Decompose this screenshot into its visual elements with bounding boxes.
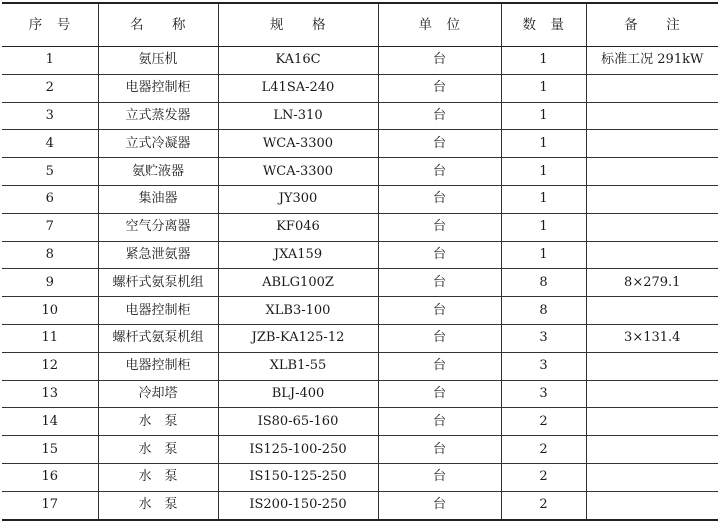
cell-qty: 2: [501, 408, 586, 436]
table-row: [2, 324, 718, 352]
cell-unit: 台: [378, 436, 501, 464]
cell-no: 3: [2, 102, 98, 130]
cell-spec: IS150-125-250: [218, 463, 378, 491]
cell-note: [586, 352, 718, 380]
cell-spec: XLB1-55: [218, 352, 378, 380]
cell-qty: 1: [501, 158, 586, 186]
table-row: [2, 130, 718, 158]
cell-no: 15: [2, 436, 98, 464]
header-spec: 规 格: [218, 3, 378, 47]
cell-qty: 3: [501, 352, 586, 380]
cell-unit: 台: [378, 47, 501, 75]
table-header-row: [2, 3, 718, 47]
cell-no: 11: [2, 324, 98, 352]
table-row: [2, 408, 718, 436]
header-qty: 数 量: [501, 3, 586, 47]
cell-note: [586, 241, 718, 269]
cell-note: [586, 463, 718, 491]
cell-unit: 台: [378, 213, 501, 241]
cell-no: 8: [2, 241, 98, 269]
cell-note: [586, 102, 718, 130]
cell-name: 水 泵: [98, 491, 218, 519]
cell-no: 4: [2, 130, 98, 158]
cell-spec: IS200-150-250: [218, 491, 378, 519]
cell-spec: L41SA-240: [218, 74, 378, 102]
cell-note: [586, 408, 718, 436]
cell-qty: 8: [501, 269, 586, 297]
cell-spec: IS125-100-250: [218, 436, 378, 464]
cell-no: 5: [2, 158, 98, 186]
cell-name: 螺杆式氨泵机组: [98, 269, 218, 297]
cell-unit: 台: [378, 241, 501, 269]
table-row: [2, 241, 718, 269]
cell-note: [586, 130, 718, 158]
cell-no: 16: [2, 463, 98, 491]
table-row: [2, 380, 718, 408]
cell-spec: JXA159: [218, 241, 378, 269]
table-row: [2, 74, 718, 102]
table-row: [2, 213, 718, 241]
cell-no: 17: [2, 491, 98, 519]
cell-name: 水 泵: [98, 463, 218, 491]
cell-note: [586, 213, 718, 241]
cell-unit: 台: [378, 102, 501, 130]
cell-no: 13: [2, 380, 98, 408]
cell-spec: IS80-65-160: [218, 408, 378, 436]
cell-name: 立式冷凝器: [98, 130, 218, 158]
cell-name: 空气分离器: [98, 213, 218, 241]
cell-unit: 台: [378, 74, 501, 102]
cell-note: 3×131.4: [586, 324, 718, 352]
cell-note: [586, 436, 718, 464]
cell-spec: JZB-KA125-12: [218, 324, 378, 352]
cell-unit: 台: [378, 491, 501, 519]
header-name: 名 称: [98, 3, 218, 47]
cell-qty: 8: [501, 297, 586, 325]
cell-name: 冷却塔: [98, 380, 218, 408]
cell-unit: 台: [378, 130, 501, 158]
cell-unit: 台: [378, 352, 501, 380]
cell-note: 标准工况 291kW: [586, 47, 718, 75]
cell-spec: LN-310: [218, 102, 378, 130]
cell-name: 螺杆式氨泵机组: [98, 324, 218, 352]
cell-unit: 台: [378, 158, 501, 186]
table-row: [2, 463, 718, 491]
cell-spec: KA16C: [218, 47, 378, 75]
cell-unit: 台: [378, 297, 501, 325]
table-row: [2, 47, 718, 75]
cell-qty: 2: [501, 491, 586, 519]
cell-name: 紧急泄氨器: [98, 241, 218, 269]
table-row: [2, 102, 718, 130]
cell-unit: 台: [378, 380, 501, 408]
cell-qty: 1: [501, 130, 586, 158]
cell-no: 1: [2, 47, 98, 75]
cell-no: 9: [2, 269, 98, 297]
cell-no: 2: [2, 74, 98, 102]
equipment-table: [2, 2, 718, 521]
cell-no: 10: [2, 297, 98, 325]
cell-note: [586, 491, 718, 519]
cell-note: [586, 185, 718, 213]
cell-qty: 1: [501, 74, 586, 102]
cell-spec: BLJ-400: [218, 380, 378, 408]
cell-note: [586, 380, 718, 408]
table-row: [2, 436, 718, 464]
cell-name: 氨压机: [98, 47, 218, 75]
table-body: [2, 47, 718, 520]
header-unit: 单 位: [378, 3, 501, 47]
cell-name: 电器控制柜: [98, 297, 218, 325]
header-note: 备 注: [586, 3, 718, 47]
cell-qty: 3: [501, 380, 586, 408]
cell-note: [586, 297, 718, 325]
cell-note: [586, 74, 718, 102]
table-row: [2, 297, 718, 325]
cell-spec: WCA-3300: [218, 130, 378, 158]
cell-note: [586, 158, 718, 186]
cell-unit: 台: [378, 324, 501, 352]
cell-name: 氨贮液器: [98, 158, 218, 186]
cell-qty: 1: [501, 102, 586, 130]
cell-qty: 2: [501, 463, 586, 491]
cell-note: 8×279.1: [586, 269, 718, 297]
cell-spec: KF046: [218, 213, 378, 241]
cell-qty: 2: [501, 436, 586, 464]
cell-name: 集油器: [98, 185, 218, 213]
cell-spec: ABLG100Z: [218, 269, 378, 297]
cell-spec: WCA-3300: [218, 158, 378, 186]
cell-unit: 台: [378, 269, 501, 297]
cell-spec: XLB3-100: [218, 297, 378, 325]
header-no: 序 号: [2, 3, 98, 47]
cell-unit: 台: [378, 185, 501, 213]
cell-no: 12: [2, 352, 98, 380]
cell-unit: 台: [378, 463, 501, 491]
table-row: [2, 491, 718, 519]
table-row: [2, 269, 718, 297]
cell-name: 电器控制柜: [98, 352, 218, 380]
cell-no: 7: [2, 213, 98, 241]
cell-no: 6: [2, 185, 98, 213]
cell-name: 水 泵: [98, 436, 218, 464]
cell-qty: 1: [501, 47, 586, 75]
cell-name: 立式蒸发器: [98, 102, 218, 130]
table-row: [2, 352, 718, 380]
cell-no: 14: [2, 408, 98, 436]
cell-name: 电器控制柜: [98, 74, 218, 102]
cell-qty: 1: [501, 213, 586, 241]
table-row: [2, 185, 718, 213]
cell-spec: JY300: [218, 185, 378, 213]
cell-qty: 3: [501, 324, 586, 352]
table-row: [2, 158, 718, 186]
cell-unit: 台: [378, 408, 501, 436]
cell-qty: 1: [501, 241, 586, 269]
cell-qty: 1: [501, 185, 586, 213]
cell-name: 水 泵: [98, 408, 218, 436]
